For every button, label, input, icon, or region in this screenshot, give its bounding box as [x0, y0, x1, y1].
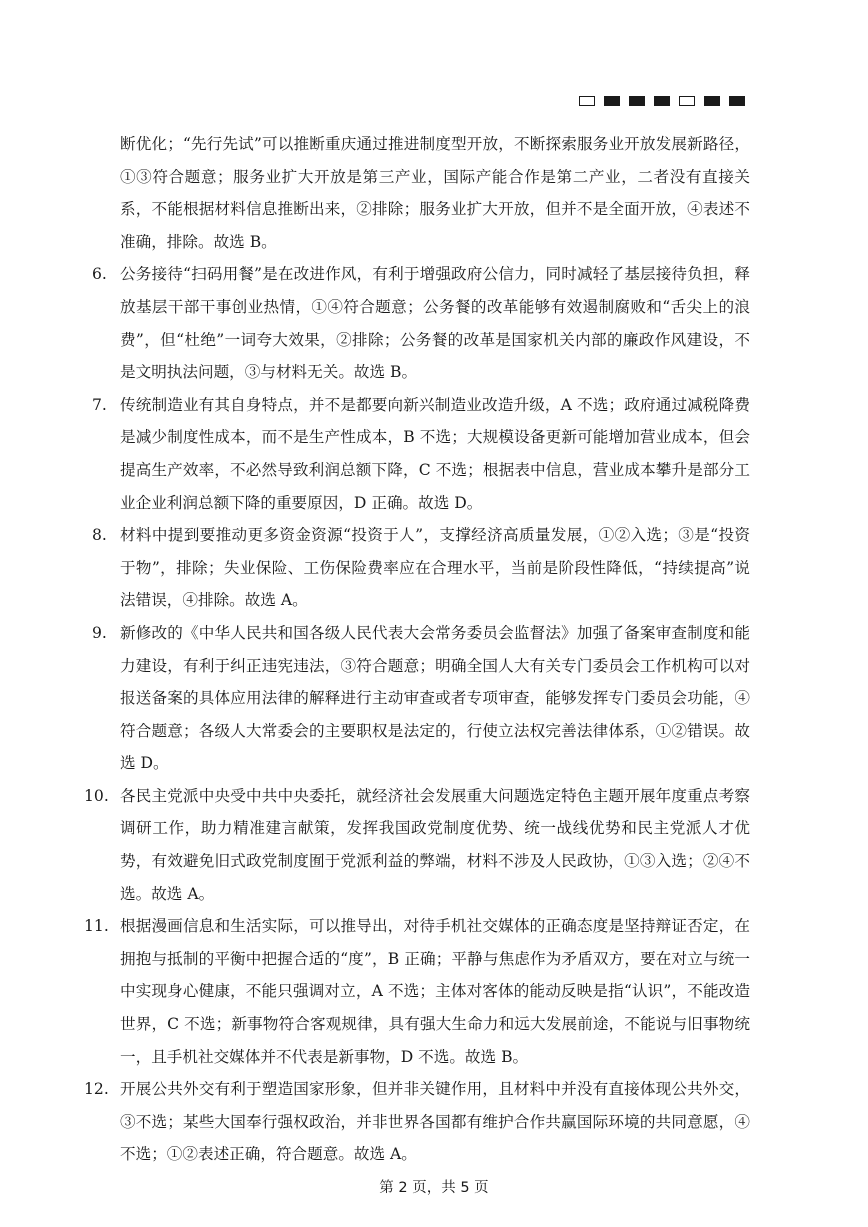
header-mark-filled [654, 96, 670, 106]
answer-number: 11. [84, 917, 109, 936]
answer-list [84, 258, 750, 1171]
header-marks [579, 96, 745, 106]
answer-content [84, 128, 750, 1171]
answer-text: 公务接待“扫码用餐”是在改进作风，有利于增强政府公信力，同时减轻了基层接待负担，释放基层干部干事创业热情，①④符合题意；公务餐的改革能够有效遏制腐败和“舌尖上的浪费”，但“杜绝”一词夸大效果，②排除；公务餐的改革是国家机关内部的廉政作风建设，不是文明执法问题，③与材料无关。故选 B。 [120, 265, 750, 382]
answer-number: 9. [92, 623, 107, 642]
answer-text: 各民主党派中央受中共中央委托，就经济社会发展重大问题选定特色主题开展年度重点考察调研工作，助力精准建言献策，发挥我国政党制度优势、统一战线优势和民主党派人才优势，有效避免旧式政党制度囿于党派利益的弊端，材料不涉及人民政协，①③入选；②④不选。故选 A。 [120, 786, 750, 903]
answer-number: 10. [84, 786, 109, 805]
answer-number: 6. [92, 265, 107, 284]
answer-text: 材料中提到要推动更多资金资源“投资于人”，支撑经济高质量发展，①②入选；③是“投资于物”，排除；失业保险、工伤保险费率应在合理水平，当前是阶段性降低，“持续提高”说法错误，④排除。故选 A。 [120, 526, 750, 610]
answer-item [84, 780, 750, 910]
header-mark-filled [604, 96, 620, 106]
answer-text: 根据漫画信息和生活实际，可以推导出，对待手机社交媒体的正确态度是坚持辩证否定，在拥抱与抵制的平衡中把握合适的“度”，B 正确；平静与焦虑作为矛盾双方，要在对立与统一中实现身心健康，不能只强调对立，A 不选；主体对客体的能动反映是指“认识”，不能改造世界，C 不选；新事物符合客观规律，具有强大生命力和远大发展前途，不能说与旧事物统一，且手机社交媒体并不代表是新事物，D 不选。故选 B。 [120, 917, 750, 1066]
answer-item [92, 617, 750, 780]
header-mark-filled [729, 96, 745, 106]
header-mark-empty [579, 96, 595, 106]
header-mark-empty [679, 96, 695, 106]
continuation-paragraph: 断优化；“先行先试”可以推断重庆通过推进制度型开放，不断探索服务业开放发展新路径，①③符合题意；服务业扩大开放是第三产业，国际产能合作是第二产业，二者没有直接关系，不能根据材料信息推断出来，②排除；服务业扩大开放，但并不是全面开放，④表述不准确，排除。故选 B。 [120, 135, 750, 251]
answer-number: 12. [84, 1080, 109, 1099]
answer-text: 新修改的《中华人民共和国各级人民代表大会常务委员会监督法》加强了备案审查制度和能力建设，有利于纠正违宪违法，③符合题意；明确全国人大有关专门委员会工作机构可以对报送备案的具体应用法律的解释进行主动审查或者专项审查，能够发挥专门委员会功能，④符合题意；各级人大常委会的主要职权是法定的，行使立法权完善法律体系，①②错误。故选 D。 [120, 623, 750, 773]
answer-item [92, 389, 750, 519]
answer-text: 传统制造业有其自身特点，并不是都要向新兴制造业改造升级，A 不选；政府通过减税降费是减少制度性成本，而不是生产性成本，B 不选；大规模设备更新可能增加营业成本，但会提高生产效率，不必然导致利润总额下降，C 不选；根据表中信息，营业成本攀升是部分工业企业利润总额下降的重要原因，D 正确。故选 D。 [120, 395, 750, 512]
answer-item [84, 1073, 750, 1171]
answer-number: 7. [92, 395, 107, 414]
header-mark-filled [704, 96, 720, 106]
header-mark-filled [629, 96, 645, 106]
answer-item [84, 910, 750, 1073]
answer-number: 8. [92, 526, 107, 545]
answer-item [92, 258, 750, 388]
page-footer: 第 2 页，共 5 页 [379, 1180, 489, 1196]
answer-text: 开展公共外交有利于塑造国家形象，但并非关键作用，且材料中并没有直接体现公共外交，③不选；某些大国奉行强权政治，并非世界各国都有维护合作共赢国际环境的共同意愿，④不选；①②表述正确，符合题意。故选 A。 [120, 1080, 750, 1164]
answer-item [92, 519, 750, 617]
